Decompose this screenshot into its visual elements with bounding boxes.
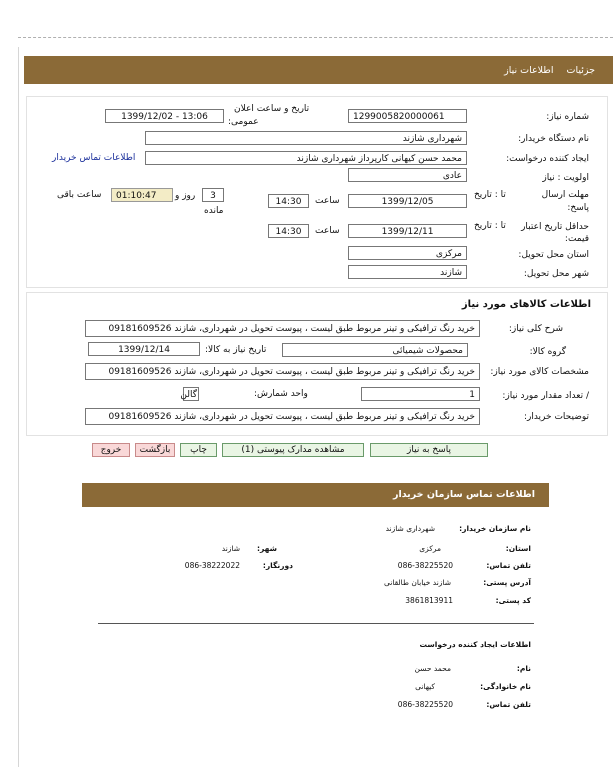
creator-phone-value: 086-38225520 [397, 700, 453, 709]
buyer-contact-link[interactable]: اطلاعات تماس خریدار [52, 153, 136, 163]
need-date-field: 1399/12/14 [88, 342, 200, 356]
announce-label: تاریخ و ساعت اعلان [234, 104, 310, 114]
print-button[interactable]: چاپ [180, 443, 217, 457]
postal-code-label: کد پستی: [495, 596, 531, 605]
quantity-field: 1 [361, 387, 480, 401]
buyer-desc-label: توضیحات خریدار: [523, 412, 589, 422]
contact-section-title: اطلاعات تماس سازمان خریدار [392, 489, 535, 500]
unit-field: گالن [183, 387, 199, 401]
contact-phone-value: 086-38225520 [397, 561, 453, 570]
postal-address-label: آدرس پستی: [483, 578, 531, 587]
creator-name-value: محمد حسن [414, 664, 451, 673]
contact-phone-label: تلفن تماس: [486, 561, 531, 570]
deadline-label: مهلت ارسال [541, 190, 589, 200]
buyer-org-field: شهرداری شازند [145, 131, 467, 145]
remaining-days-field: 3 [202, 188, 224, 202]
exit-button[interactable]: خروج [92, 443, 130, 457]
deadline-date-field: 1399/12/05 [348, 194, 467, 208]
deadline-time-field: 14:30 [268, 194, 309, 208]
creator-phone-label: تلفن تماس: [486, 700, 531, 709]
unit-label: واحد شمارش: [254, 389, 308, 399]
goods-group-field: محصولات شیمیائی [282, 343, 468, 357]
breadcrumb-details[interactable]: جزئیات [566, 65, 595, 76]
quantity-label: / تعداد مقدار مورد نیاز: [502, 391, 589, 401]
goods-group-label: گروه کالا: [529, 347, 566, 357]
org-name-value: شهرداری شازند [385, 524, 435, 533]
buyer-org-label: نام دستگاه خریدار: [518, 134, 589, 144]
contact-province-label: استان: [505, 544, 531, 553]
deadline-label-2: پاسخ: [567, 203, 589, 213]
creator-name-label: نام: [516, 664, 531, 673]
announce-label-2: عمومی: [228, 117, 259, 127]
contact-city-value: شازند [221, 544, 240, 553]
reply-button[interactable]: پاسخ به نیاز [370, 443, 488, 457]
fax-value: 086-38222022 [184, 561, 240, 570]
delivery-city-label: شهر محل تحویل: [523, 269, 589, 279]
days-label: روز و [175, 191, 196, 201]
creator-info-title: اطلاعات ایجاد کننده درخواست [419, 640, 531, 649]
price-validity-label: حداقل تاریخ اعتبار [521, 222, 589, 232]
creator-family-label: نام خانوادگی: [480, 682, 531, 691]
postal-address-value: شازند خیابان طالقانی [383, 578, 451, 587]
top-dashed-divider [18, 37, 613, 38]
delivery-province-label: استان محل تحویل: [518, 250, 589, 260]
delivery-city-field: شازند [348, 265, 467, 279]
need-date-label: تاریخ نیاز به کالا: [205, 345, 267, 355]
price-validity-label-2: قیمت: [564, 234, 589, 244]
validity-time-field: 14:30 [268, 224, 309, 238]
contact-section-header [82, 483, 549, 507]
request-creator-label: ایجاد کننده درخواست: [506, 154, 589, 164]
contact-city-label: شهر: [257, 544, 277, 553]
spec-label: مشخصات کالای مورد نیاز: [490, 367, 589, 377]
remaining-label-2: مانده [204, 206, 224, 216]
buyer-desc-field: خرید رنگ ترافیکی و تینر مربوط طبق لیست ، پیوست تحویل در شهرداری، شازند 09181609526 [85, 408, 480, 425]
validity-date-field: 1399/12/11 [348, 224, 467, 238]
deadline-time-label: ساعت [315, 196, 340, 206]
summary-field: خرید رنگ ترافیکی و تینر مربوط طبق لیست ، پیوست تحویل در شهرداری، شازند 09181609526 [85, 320, 480, 337]
summary-label: شرح کلی نیاز: [508, 324, 563, 334]
announce-datetime-field: 1399/12/02 - 13:06 [105, 109, 224, 123]
fax-label: دورنگار: [262, 561, 293, 570]
validity-time-label: ساعت [315, 226, 340, 236]
org-name-label: نام سازمان خریدار: [459, 524, 531, 533]
goods-section-title: اطلاعات کالاهای مورد نیاز [461, 299, 591, 310]
creator-family-value: کیهانی [415, 682, 435, 691]
remaining-hours-label: ساعت باقی [57, 190, 102, 200]
breadcrumb [494, 65, 595, 76]
priority-label: اولویت : نیاز [542, 173, 589, 183]
deadline-to-label: تا : تاریخ [474, 190, 506, 200]
spec-field: خرید رنگ ترافیکی و تینر مربوط طبق لیست ، پیوست تحویل در شهرداری، شازند 09181609526 [85, 363, 480, 380]
delivery-province-field: مرکزی [348, 246, 467, 260]
attachments-button[interactable]: مشاهده مدارک پیوستی (1) [222, 443, 364, 457]
postal-code-value: 3861813911 [405, 596, 453, 605]
breadcrumb-need-info[interactable]: اطلاعات نیاز [504, 65, 554, 76]
remaining-time-timer: 01:10:47 [111, 188, 173, 202]
request-creator-field: محمد حسن کیهانی کارپرداز شهرداری شازند [145, 151, 467, 165]
contact-province-value: مرکزی [419, 544, 441, 553]
validity-to-label: تا : تاریخ [474, 221, 506, 231]
need-number-label: شماره نیاز: [546, 112, 589, 122]
need-number-field: 1299005820000061 [348, 109, 467, 123]
back-button[interactable]: بازگشت [135, 443, 175, 457]
priority-field: عادی [348, 168, 467, 182]
page-header [24, 56, 613, 84]
contact-divider [98, 623, 534, 624]
